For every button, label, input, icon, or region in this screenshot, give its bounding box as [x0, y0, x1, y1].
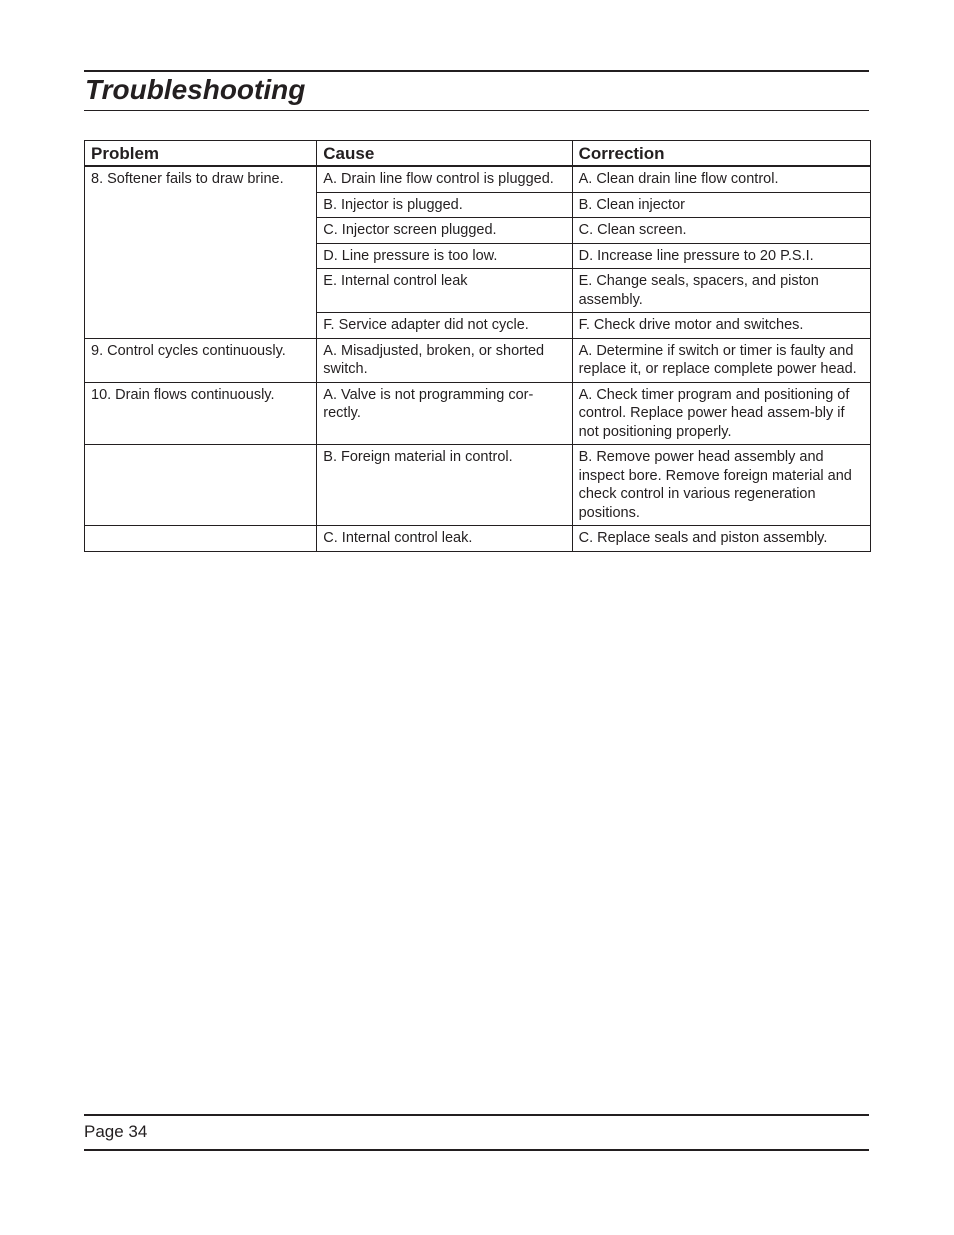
- column-header-correction: Correction: [572, 141, 870, 167]
- header-top-rule: [84, 70, 869, 72]
- table-body: [85, 166, 871, 551]
- cause-cell: A. Drain line flow control is plugged.: [317, 166, 572, 192]
- page-number: Page 34: [84, 1122, 148, 1141]
- cause-cell: F. Service adapter did not cycle.: [317, 313, 572, 339]
- correction-cell: B. Remove power head assembly and inspect bore. Remove foreign material and check control in various regeneration positions.: [572, 445, 870, 526]
- cause-cell: C. Injector screen plugged.: [317, 218, 572, 244]
- problem-cell: 10. Drain flows continuously.: [85, 382, 317, 445]
- problem-cell: [85, 526, 317, 552]
- cause-cell: B. Foreign material in control.: [317, 445, 572, 526]
- table-row: [85, 526, 871, 552]
- page-title: Troubleshooting: [85, 74, 306, 105]
- correction-cell: B. Clean injector: [572, 192, 870, 218]
- footer-top-rule: [84, 1114, 869, 1116]
- correction-cell: D. Increase line pressure to 20 P.S.I.: [572, 243, 870, 269]
- correction-cell: A. Determine if switch or timer is faulty and replace it, or replace complete power head.: [572, 338, 870, 382]
- column-header-problem: Problem: [85, 141, 317, 167]
- cause-cell: B. Injector is plugged.: [317, 192, 572, 218]
- cause-cell: C. Internal control leak.: [317, 526, 572, 552]
- correction-cell: A. Clean drain line flow control.: [572, 166, 870, 192]
- correction-cell: F. Check drive motor and switches.: [572, 313, 870, 339]
- header-bottom-rule: [84, 110, 869, 111]
- correction-cell: E. Change seals, spacers, and piston assembly.: [572, 269, 870, 313]
- column-header-cause: Cause: [317, 141, 572, 167]
- cause-cell: D. Line pressure is too low.: [317, 243, 572, 269]
- cause-cell: E. Internal control leak: [317, 269, 572, 313]
- table-row: [85, 166, 871, 192]
- problem-cell: [85, 445, 317, 526]
- cause-cell: A. Misadjusted, broken, or shorted switch.: [317, 338, 572, 382]
- troubleshooting-table: [84, 140, 871, 552]
- table-row: [85, 338, 871, 382]
- footer-bottom-rule: [84, 1149, 869, 1151]
- problem-cell: 9. Control cycles continuously.: [85, 338, 317, 382]
- cause-cell: A. Valve is not programming cor-rectly.: [317, 382, 572, 445]
- problem-cell: 8. Softener fails to draw brine.: [85, 166, 317, 338]
- correction-cell: A. Check timer program and positioning of control. Replace power head assem-bly if not positioning properly.: [572, 382, 870, 445]
- table-row: [85, 445, 871, 526]
- table-row: [85, 382, 871, 445]
- table-header-row: [85, 141, 871, 167]
- correction-cell: C. Replace seals and piston assembly.: [572, 526, 870, 552]
- correction-cell: C. Clean screen.: [572, 218, 870, 244]
